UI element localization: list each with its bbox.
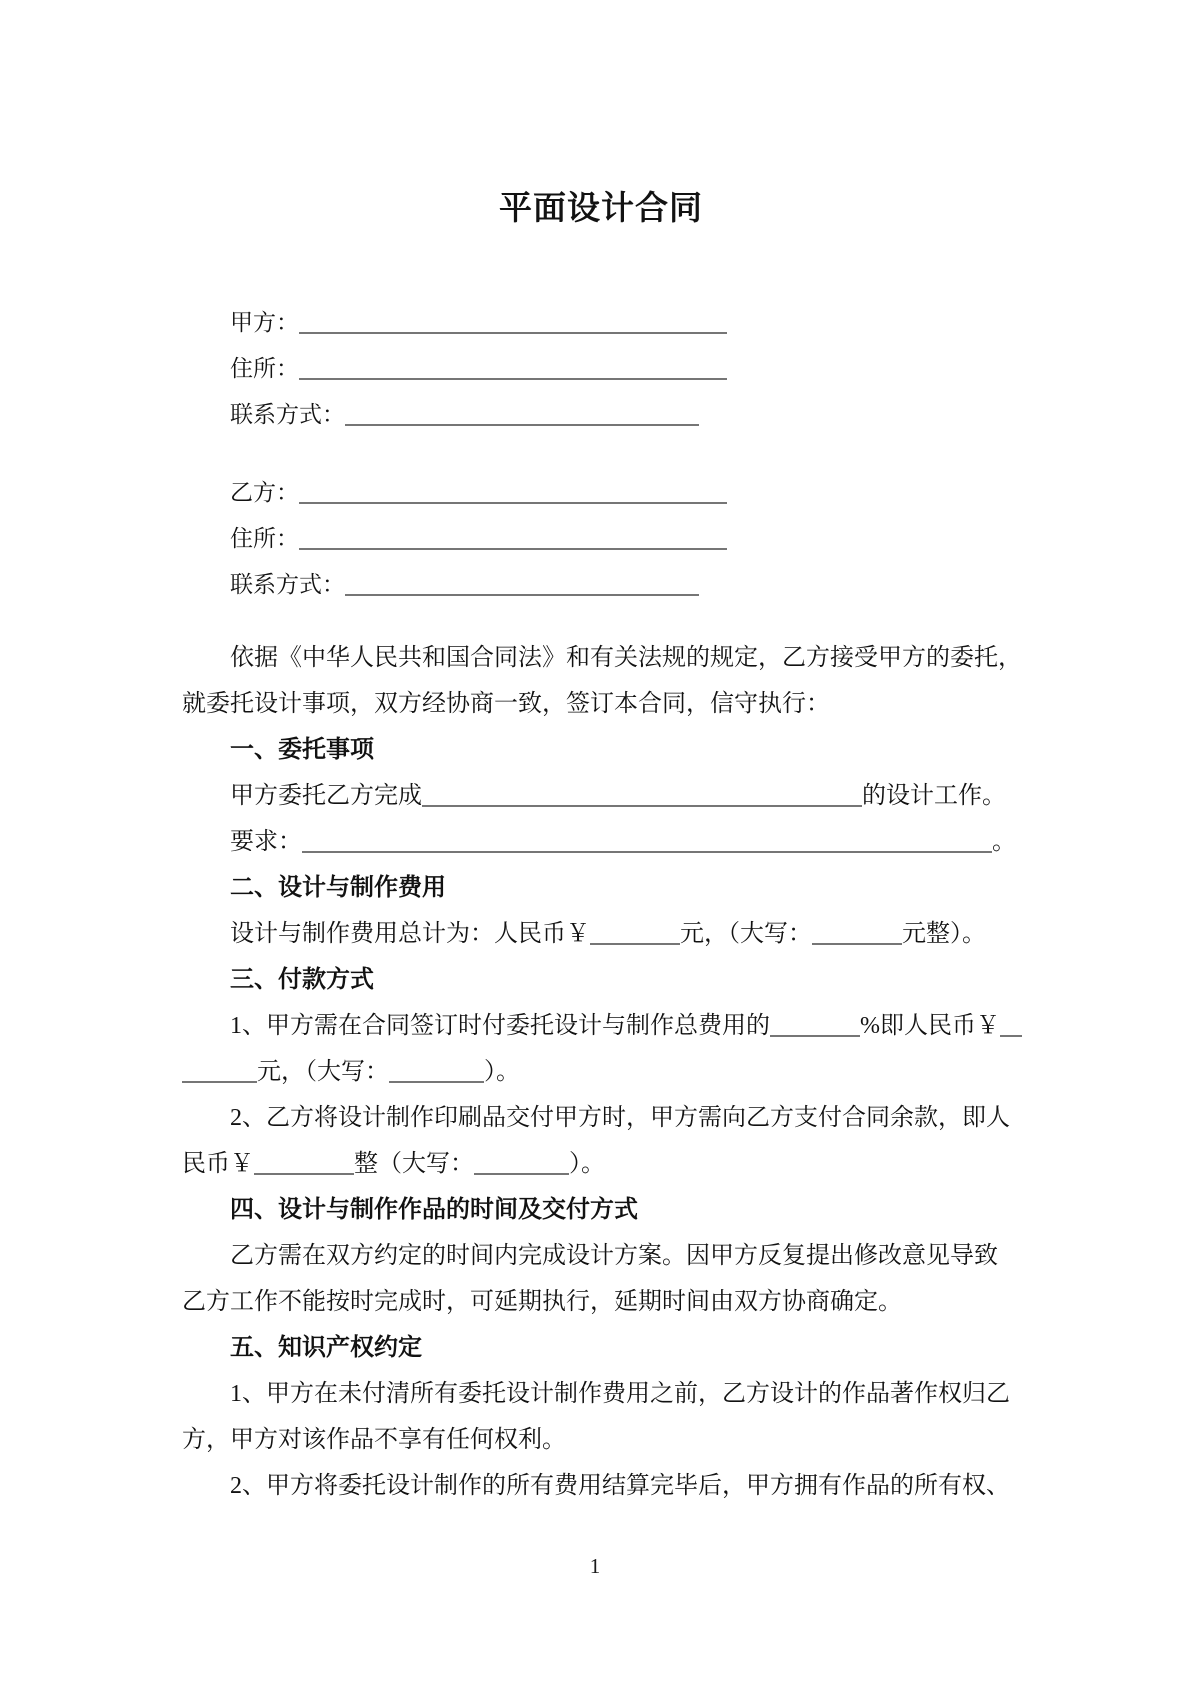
requirement-line <box>182 819 1062 865</box>
text-run: 元整）。 <box>902 921 986 947</box>
fill-in-blank <box>299 502 727 504</box>
section-4-heading <box>182 1187 1062 1233</box>
fill-in-blank <box>254 1173 354 1175</box>
text-run: 二、设计与制作费用 <box>230 874 446 901</box>
text-run: 乙方： <box>230 480 299 505</box>
fill-in-blank <box>474 1173 569 1175</box>
fill-in-blank <box>299 378 727 380</box>
contract-document <box>182 187 1062 1509</box>
text-run: 三、付款方式 <box>230 966 374 993</box>
text-run: 甲方： <box>230 310 299 335</box>
text-run: 要求： <box>230 829 302 855</box>
text-run: 1、甲方在未付清所有委托设计制作费用之前，乙方设计的作品著作权归乙 <box>230 1381 1010 1407</box>
text-run: 住所： <box>230 356 299 381</box>
section-1-heading <box>182 727 1062 773</box>
text-run: %即人民币￥ <box>860 1013 1000 1039</box>
payment-term-1-line-2 <box>182 1049 1062 1095</box>
payment-term-1-line-1 <box>182 1003 1062 1049</box>
text-run: 就委托设计事项，双方经协商一致，签订本合同，信守执行： <box>182 691 830 717</box>
ip-term-2-line-1 <box>182 1463 1062 1509</box>
text-run: 一、委托事项 <box>230 736 374 763</box>
fill-in-blank <box>422 805 862 807</box>
contract-body <box>182 300 1062 1509</box>
fill-in-blank <box>182 1081 257 1083</box>
party-a-contact <box>182 392 1062 438</box>
fill-in-blank <box>345 424 699 426</box>
page-number: 1 <box>589 1554 601 1578</box>
fill-in-blank <box>590 943 680 945</box>
fill-in-blank <box>345 594 699 596</box>
ip-term-1-line-1 <box>182 1371 1062 1417</box>
text-run: 设计与制作费用总计为：人民币￥ <box>230 921 590 947</box>
text-run: 元，（大写： <box>257 1059 389 1085</box>
text-run: 2、乙方将设计制作印刷品交付甲方时，甲方需向乙方支付合同余款，即人 <box>230 1105 1010 1131</box>
text-run: 2、甲方将委托设计制作的所有费用结算完毕后，甲方拥有作品的所有权、 <box>230 1473 1010 1499</box>
text-run: 。 <box>992 829 1016 855</box>
text-run: 联系方式： <box>230 572 345 597</box>
section-2-heading <box>182 865 1062 911</box>
text-run: 住所： <box>230 526 299 551</box>
text-run: 民币￥ <box>182 1151 254 1177</box>
text-run: 乙方需在双方约定的时间内完成设计方案。因甲方反复提出修改意见导致 <box>230 1243 998 1269</box>
preamble-line-1 <box>182 635 1062 681</box>
text-run: 依据《中华人民共和国合同法》和有关法规的规定，乙方接受甲方的委托， <box>230 645 1022 671</box>
entrust-task-line <box>182 773 1062 819</box>
party-b-contact <box>182 562 1062 608</box>
fill-in-blank <box>770 1035 860 1037</box>
payment-term-2-line-1 <box>182 1095 1062 1141</box>
fill-in-blank <box>302 851 992 853</box>
delivery-term-line-2 <box>182 1279 1062 1325</box>
fill-in-blank <box>299 548 727 550</box>
text-run: ）。 <box>484 1059 520 1085</box>
preamble-line-2 <box>182 681 1062 727</box>
text-run: 联系方式： <box>230 402 345 427</box>
fee-total-line <box>182 911 1062 957</box>
fill-in-blank <box>389 1081 484 1083</box>
fill-in-blank <box>299 332 727 334</box>
text-run: 元，（大写： <box>680 921 812 947</box>
text-run: 甲方委托乙方完成 <box>230 783 422 809</box>
party-b-address <box>182 516 1062 562</box>
payment-term-2-line-2 <box>182 1141 1062 1187</box>
section-3-heading <box>182 957 1062 1003</box>
text-run: ）。 <box>569 1151 605 1177</box>
section-5-heading <box>182 1325 1062 1371</box>
text-run: 乙方工作不能按时完成时，可延期执行，延期时间由双方协商确定。 <box>182 1289 902 1315</box>
delivery-term-line-1 <box>182 1233 1062 1279</box>
text-run: 1、甲方需在合同签订时付委托设计与制作总费用的 <box>230 1013 770 1039</box>
party-a-name <box>182 300 1062 346</box>
text-run: 四、设计与制作作品的时间及交付方式 <box>230 1196 638 1223</box>
text-run: 整（大写： <box>354 1151 474 1177</box>
text-run: 五、知识产权约定 <box>230 1334 422 1361</box>
document-title: 平面设计合同 <box>499 191 703 227</box>
text-run: 方，甲方对该作品不享有任何权利。 <box>182 1427 566 1453</box>
ip-term-1-line-2 <box>182 1417 1062 1463</box>
fill-in-blank <box>1000 1035 1022 1037</box>
text-run: 的设计工作。 <box>862 783 1006 809</box>
party-b-name <box>182 470 1062 516</box>
party-a-address <box>182 346 1062 392</box>
fill-in-blank <box>812 943 902 945</box>
